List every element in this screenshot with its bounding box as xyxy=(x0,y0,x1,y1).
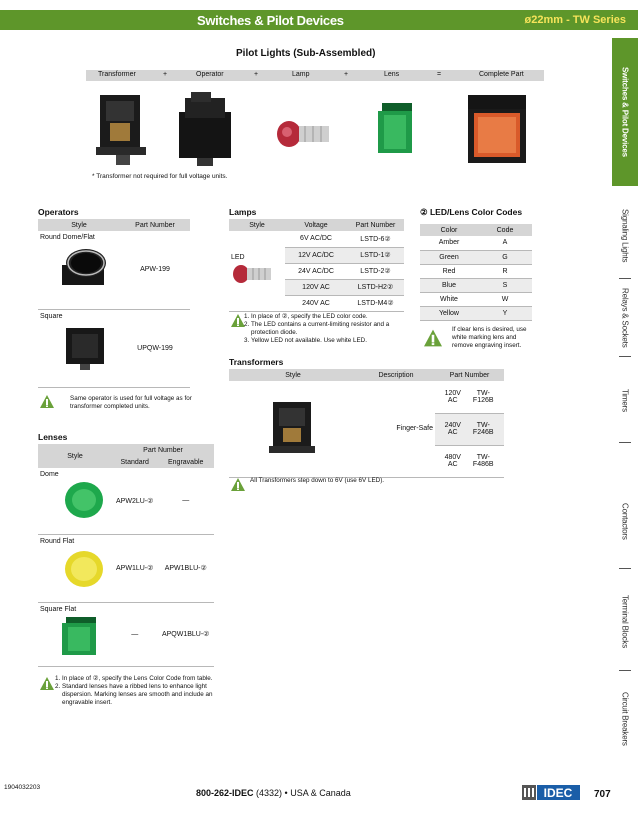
lamp-voltage: 12V AC/DC xyxy=(285,247,347,263)
sidebar-item-relays[interactable]: Relays & Sockets xyxy=(620,288,630,348)
color-name: White xyxy=(420,292,478,306)
assembly-transformer-label: Transformer xyxy=(98,71,136,78)
color-name: Red xyxy=(420,264,478,278)
assembly-lens-label: Lens xyxy=(384,71,400,78)
color-code: G xyxy=(478,250,532,264)
operator-part: APW-199 xyxy=(120,231,190,309)
footer-phone xyxy=(196,788,351,798)
col-header: Style xyxy=(229,219,285,231)
table-row xyxy=(420,250,532,264)
transformers-title: Transformers xyxy=(229,357,284,367)
lens-style: Dome xyxy=(40,471,59,478)
table-row xyxy=(420,236,532,250)
square-flat-lens-image xyxy=(60,615,104,659)
info-icon xyxy=(424,329,442,347)
square-operator-image xyxy=(60,324,112,372)
sidebar-divider xyxy=(619,670,631,671)
info-icon xyxy=(231,478,245,491)
lamp-note: 2. The LED contains a current-limiting resistor and a protection diode. xyxy=(251,321,405,337)
operator-style: Round Dome/Flat xyxy=(40,234,95,241)
assembly-plus: + xyxy=(254,71,259,78)
lens-image xyxy=(374,101,418,161)
col-header: Code xyxy=(478,224,532,236)
table-row xyxy=(420,278,532,292)
lamp-part: LSTD-6② xyxy=(347,231,404,247)
color-name: Amber xyxy=(420,236,478,250)
col-header: Engravable xyxy=(157,456,214,468)
lenses-title: Lenses xyxy=(38,432,68,442)
col-header: Style xyxy=(38,219,120,231)
lens-standard-part: APW2LU-② xyxy=(112,468,157,534)
phone-number: 800-262-IDEC xyxy=(196,788,254,798)
lamp-voltage: 24V AC/DC xyxy=(285,263,347,279)
lamp-image xyxy=(275,116,335,152)
color-name: Yellow xyxy=(420,306,478,320)
col-header: Description xyxy=(357,369,435,381)
transformer-part: TW-F486B xyxy=(472,454,494,468)
lamp-part: LSTD-2② xyxy=(347,263,404,279)
complete-part-image xyxy=(466,95,532,167)
operators-table xyxy=(38,219,190,388)
round-flat-lens-image xyxy=(62,549,106,589)
color-codes-note: If clear lens is desired, use white marking lens and remove engraving insert. xyxy=(452,326,527,349)
lens-engravable-part: APW1BLU-② xyxy=(157,534,214,602)
lamp-voltage: 6V AC/DC xyxy=(285,231,347,247)
header-title: Switches & Pilot Devices xyxy=(197,13,344,28)
document-code: 1904032203 xyxy=(4,784,41,791)
transformer-description: Finger-Safe xyxy=(357,381,435,477)
col-header: Color xyxy=(420,224,478,236)
table-row xyxy=(229,231,404,247)
color-codes-table xyxy=(420,224,532,321)
assembly-lamp-label: Lamp xyxy=(292,71,310,78)
lens-style: Round Flat xyxy=(40,537,75,545)
color-codes-title: ② LED/Lens Color Codes xyxy=(420,207,523,217)
round-operator-image xyxy=(60,247,112,291)
transformer-part: TW-F126B xyxy=(472,389,494,404)
lamps-title: Lamps xyxy=(229,207,257,217)
color-code: W xyxy=(478,292,532,306)
assembly-operator-label: Operator xyxy=(196,71,224,78)
info-icon xyxy=(40,395,54,408)
lamp-part: LSTD-H2② xyxy=(347,279,404,295)
lamp-part: LSTD-M4② xyxy=(347,295,404,311)
idec-logo xyxy=(522,785,580,800)
table-row xyxy=(38,309,190,387)
assembly-header xyxy=(86,70,544,81)
transformer-voltage: 480V AC xyxy=(444,454,461,468)
table-row xyxy=(420,292,532,306)
lens-standard-part: — xyxy=(112,602,157,666)
lenses-notes xyxy=(52,675,220,707)
sidebar-divider xyxy=(619,442,631,443)
lens-note: 2. Standard lenses have a ribbed lens to enhance light dispersion. Marking lenses are smooth and include an engravable insert. xyxy=(62,683,220,707)
assembly-plus: + xyxy=(344,71,349,78)
operator-image xyxy=(177,92,237,168)
lenses-table xyxy=(38,444,214,667)
operator-part: UPQW-199 xyxy=(120,309,190,387)
page-header-bar xyxy=(0,10,638,30)
lens-engravable-part: APQW1BLU-② xyxy=(157,602,214,666)
logo-text: IDEC xyxy=(543,786,573,800)
col-header: Part Number xyxy=(435,369,504,381)
operators-title: Operators xyxy=(38,207,79,217)
transformer-note: * Transformer not required for full voltage units. xyxy=(92,173,228,180)
assembly-complete-label: Complete Part xyxy=(479,71,524,78)
lens-engravable-part: — xyxy=(157,468,214,534)
transformer-image xyxy=(92,91,154,167)
table-row xyxy=(38,231,190,309)
sidebar-item-switches[interactable]: Switches & Pilot Devices xyxy=(612,38,638,186)
transformer-voltage: 120V AC xyxy=(444,389,461,404)
table-row xyxy=(420,306,532,320)
sidebar-item-timers[interactable]: Timers xyxy=(620,388,630,412)
page-number: 707 xyxy=(594,789,611,800)
col-header: Style xyxy=(229,369,357,381)
table-row xyxy=(229,381,504,413)
col-header: Part Number xyxy=(347,219,404,231)
lamp-note: 3. Yellow LED not available. Use white LED. xyxy=(251,337,405,345)
col-header: Standard xyxy=(112,456,157,468)
sidebar-item-signaling-lights[interactable]: Signaling Lights xyxy=(620,209,630,263)
assembly-equals: = xyxy=(437,71,442,78)
table-row xyxy=(38,534,214,602)
color-name: Blue xyxy=(420,278,478,292)
lamp-part: LSTD-1② xyxy=(347,247,404,263)
table-row xyxy=(420,264,532,278)
lens-note: 1. In place of ②, specify the Lens Color Code from table. xyxy=(62,675,220,683)
sidebar-divider xyxy=(619,356,631,357)
dome-lens-image xyxy=(62,480,106,520)
col-header: Style xyxy=(38,444,112,468)
header-series: ø22mm - TW Series xyxy=(524,14,626,26)
lamps-table xyxy=(229,219,404,312)
table-row xyxy=(38,602,214,666)
col-header: Voltage xyxy=(285,219,347,231)
transformer-part: TW-F246B xyxy=(472,422,494,436)
sidebar-item-contactors[interactable]: Contactors xyxy=(620,502,630,540)
assembly-plus: + xyxy=(163,71,168,78)
led-lamp-image xyxy=(231,263,275,285)
transformer-voltage: 240V AC xyxy=(444,422,461,436)
lens-standard-part: APW1LU-② xyxy=(112,534,157,602)
lamps-notes xyxy=(241,313,405,345)
operators-note: Same operator is used for full voltage as for transformer completed units. xyxy=(70,395,192,410)
operator-style: Square xyxy=(40,312,63,320)
color-code: A xyxy=(478,236,532,250)
color-name: Green xyxy=(420,250,478,264)
page-title: Pilot Lights (Sub-Assembled) xyxy=(236,48,376,59)
lamp-note: 1. In place of ②, specify the LED color code. xyxy=(251,313,405,321)
lamp-style: LED xyxy=(231,254,245,262)
sidebar-divider xyxy=(619,568,631,569)
sidebar-divider xyxy=(619,278,631,279)
lamp-voltage: 120V AC xyxy=(285,279,347,295)
col-header: Part Number xyxy=(112,444,214,456)
category-sidebar xyxy=(612,30,638,765)
color-code: Y xyxy=(478,306,532,320)
sidebar-item-circuit-breakers[interactable]: Circuit Breakers xyxy=(620,692,630,746)
lens-style: Square Flat xyxy=(40,605,77,613)
table-row xyxy=(38,468,214,534)
phone-region: (4332) • USA & Canada xyxy=(253,788,351,798)
color-code: S xyxy=(478,278,532,292)
col-header: Part Number xyxy=(120,219,190,231)
lamp-voltage: 240V AC xyxy=(285,295,347,311)
sidebar-item-terminal-blocks[interactable]: Terminal Blocks xyxy=(620,595,630,649)
transformers-table xyxy=(229,369,504,478)
transformers-note: All Transformers step down to 6V (use 6V LED). xyxy=(250,477,385,484)
transformer-image xyxy=(263,398,323,458)
color-code: R xyxy=(478,264,532,278)
